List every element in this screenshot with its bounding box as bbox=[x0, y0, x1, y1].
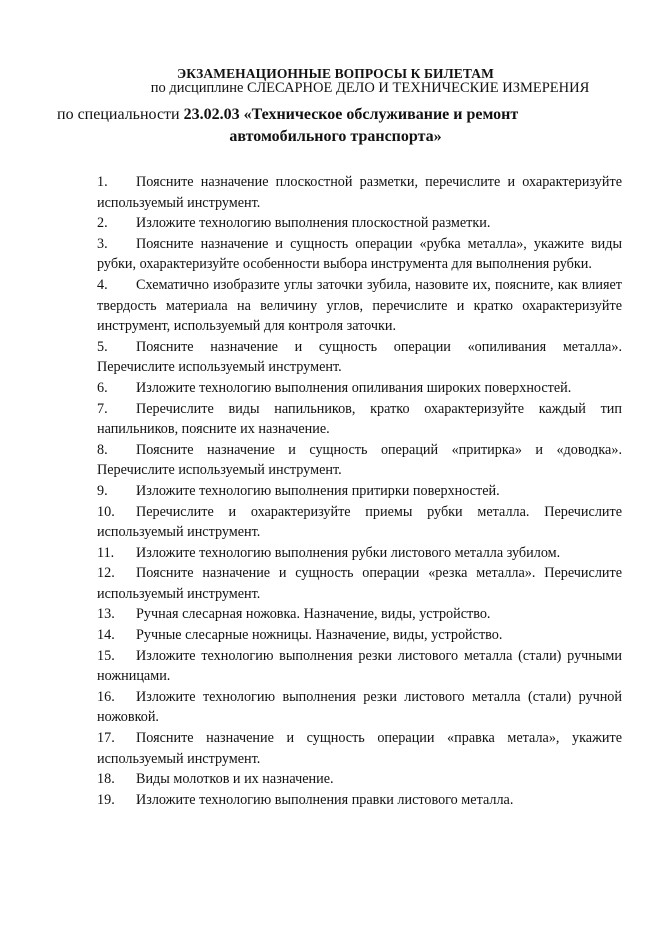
question-number: 17. bbox=[97, 730, 115, 747]
question-text: Поясните назначение и сущность операций «притирка» и «доводка». Перечислите используемый инструмент. bbox=[97, 441, 622, 479]
question-item bbox=[97, 234, 622, 275]
question-text: Изложите технологию выполнения притирки поверхностей. bbox=[136, 482, 500, 499]
question-number: 7. bbox=[97, 400, 108, 417]
specialty-line bbox=[57, 104, 637, 126]
question-number: 1. bbox=[97, 174, 108, 190]
question-text: Поясните назначение и сущность операции «рубка металла», укажите виды рубки, охарактеризуйте особенности выбора инструмента для выполнения рубки. bbox=[97, 235, 622, 273]
question-number: 3. bbox=[97, 235, 108, 252]
question-number: 16. bbox=[97, 688, 115, 705]
question-item bbox=[97, 378, 622, 399]
question-text: Перечислите и охарактеризуйте приемы рубки металла. Перечислите используемый инструмент. bbox=[97, 503, 622, 541]
question-text: Поясните назначение плоскостной разметки, перечислите и охарактеризуйте используемый инструмент. bbox=[97, 174, 622, 211]
specialty-line-2: автомобильного транспорта» bbox=[229, 128, 442, 145]
question-text: Изложите технологию выполнения опиливания широких поверхностей. bbox=[136, 379, 572, 396]
question-number: 13. bbox=[97, 606, 115, 623]
specialty-code-name: 23.02.03 «Техническое обслуживание и ремонт bbox=[183, 106, 519, 123]
question-text: Изложите технологию выполнения резки листового металла (стали) ручной ножовкой. bbox=[97, 688, 622, 726]
question-number: 5. bbox=[97, 338, 108, 355]
question-number: 8. bbox=[97, 441, 108, 458]
question-item bbox=[97, 563, 622, 604]
document-title: ЭКЗАМЕНАЦИОННЫЕ ВОПРОСЫ К БИЛЕТАМ bbox=[177, 66, 494, 81]
question-text: Изложите технологию выполнения плоскостной разметки. bbox=[136, 215, 491, 232]
question-number: 18. bbox=[97, 771, 115, 788]
question-item bbox=[97, 604, 622, 625]
question-number: 4. bbox=[97, 276, 108, 293]
question-item bbox=[97, 728, 622, 769]
question-item bbox=[97, 337, 622, 378]
question-item bbox=[97, 502, 622, 543]
question-number: 19. bbox=[97, 791, 115, 808]
question-number: 15. bbox=[97, 647, 115, 664]
question-text: Ручная слесарная ножовка. Назначение, виды, устройство. bbox=[136, 606, 491, 623]
question-item bbox=[97, 440, 622, 481]
question-text: Ручные слесарные ножницы. Назначение, виды, устройство. bbox=[136, 627, 503, 644]
question-number: 9. bbox=[97, 482, 108, 499]
question-item bbox=[97, 687, 622, 728]
question-item bbox=[97, 646, 622, 687]
question-item bbox=[97, 399, 622, 440]
discipline-line: по дисциплине СЛЕСАРНОЕ ДЕЛО И ТЕХНИЧЕСКИЕ ИЗМЕРЕНИЯ bbox=[150, 80, 590, 96]
question-text: Виды молотков и их назначение. bbox=[136, 771, 334, 788]
question-number: 11. bbox=[97, 544, 115, 561]
question-text: Изложите технологию выполнения резки листового металла (стали) ручными ножницами. bbox=[97, 647, 622, 685]
question-item bbox=[97, 275, 622, 337]
question-text: Изложите технологию выполнения правки листового металла. bbox=[136, 791, 514, 808]
question-number: 12. bbox=[97, 565, 115, 582]
question-text: Схематично изобразите углы заточки зубила, назовите их, поясните, как влияет твердость материала на величину углов, перечислите и кратко охарактеризуйте инструмент, используемый для контроля заточки. bbox=[97, 276, 622, 335]
question-item bbox=[97, 543, 622, 564]
question-number: 14. bbox=[97, 627, 115, 644]
question-item bbox=[97, 172, 622, 213]
question-number: 6. bbox=[97, 379, 108, 396]
question-item bbox=[97, 481, 622, 502]
question-item bbox=[97, 769, 622, 790]
question-text: Поясните назначение и сущность операции «опиливания металла». Перечислите используемый инструмент. bbox=[97, 338, 622, 376]
questions-list bbox=[97, 172, 622, 810]
question-text: Изложите технологию выполнения рубки листового металла зубилом. bbox=[136, 544, 561, 561]
question-item bbox=[97, 625, 622, 646]
question-number: 10. bbox=[97, 503, 115, 520]
question-number: 2. bbox=[97, 215, 108, 232]
specialty-prefix: по специальности bbox=[57, 106, 184, 123]
question-item bbox=[97, 790, 622, 811]
question-text: Перечислите виды напильников, кратко охарактеризуйте каждый тип напильников, поясните их назначение. bbox=[97, 400, 622, 438]
question-text: Поясните назначение и сущность операции «резка металла». Перечислите используемый инструмент. bbox=[97, 565, 622, 602]
question-text: Поясните назначение и сущность операции «правка метала», укажите используемый инструмент. bbox=[97, 730, 622, 767]
question-item bbox=[97, 213, 622, 234]
